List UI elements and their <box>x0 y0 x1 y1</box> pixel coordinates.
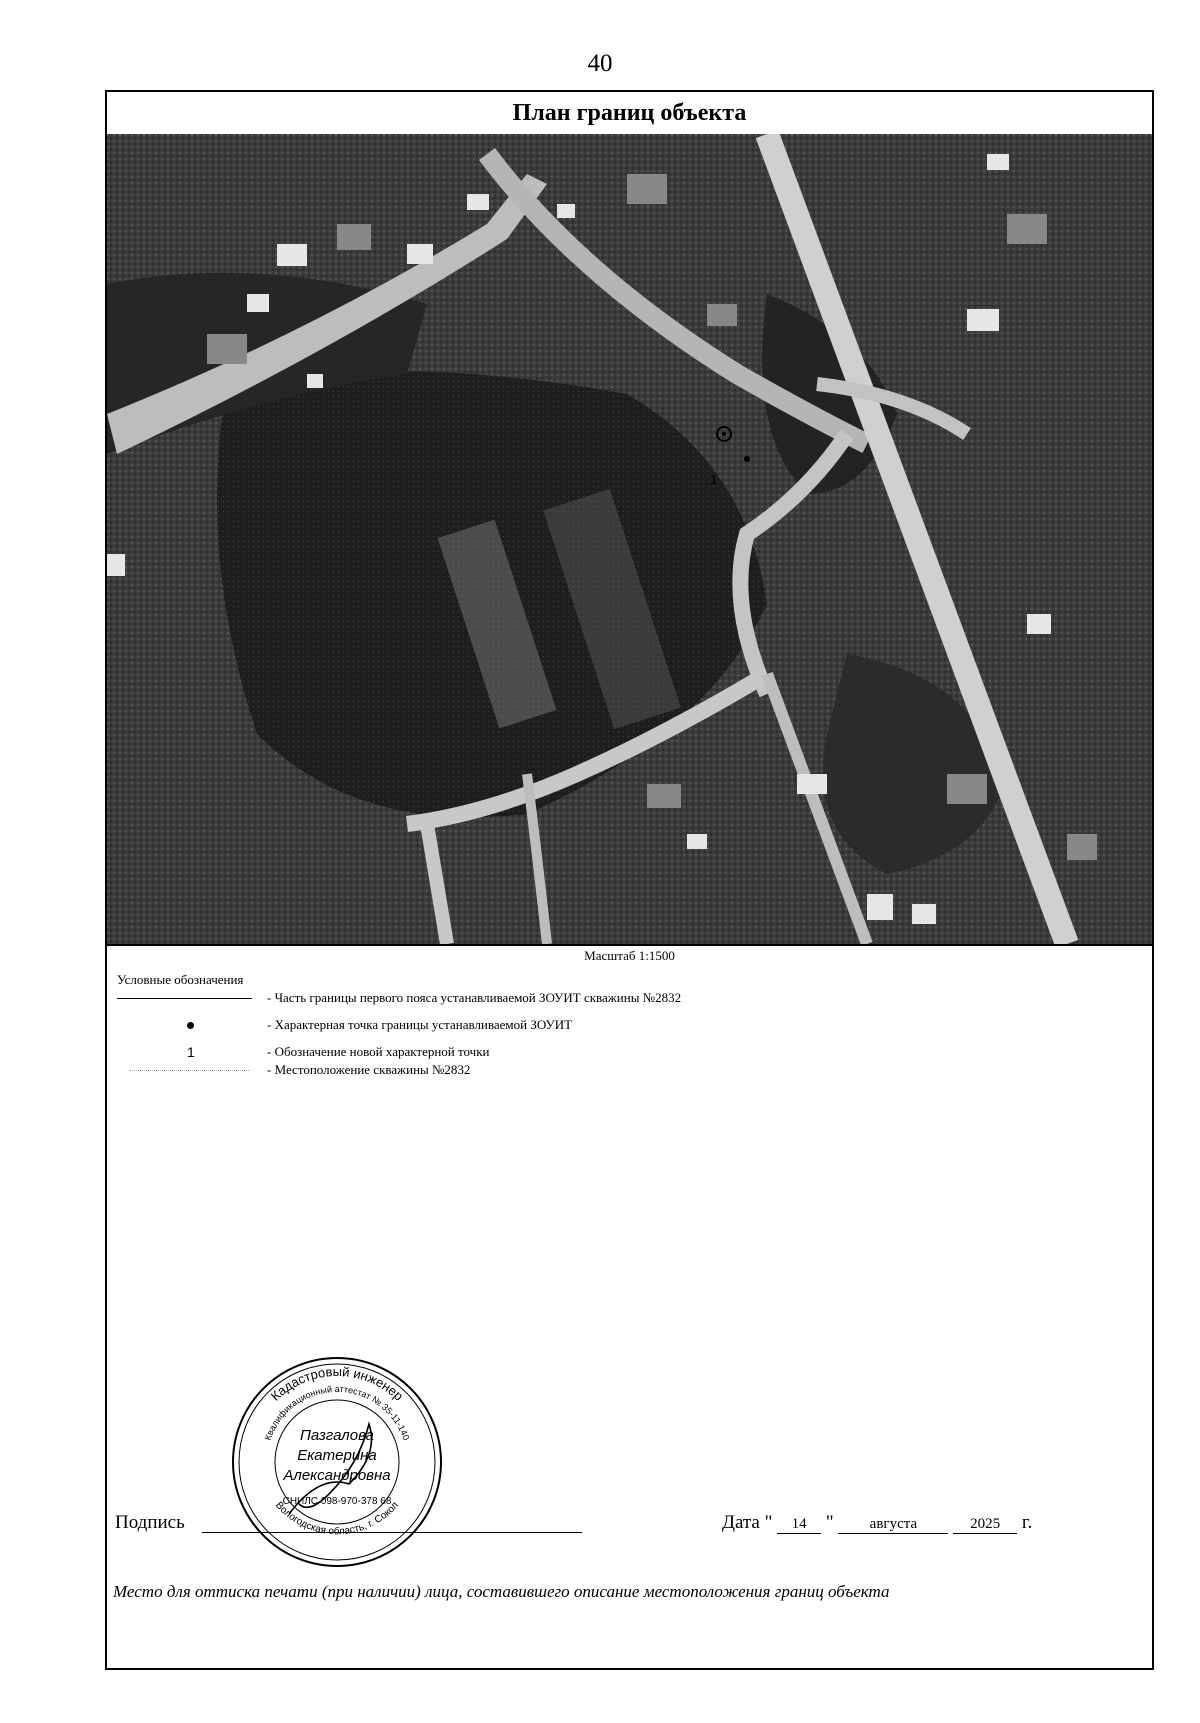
svg-text:Екатерина: Екатерина <box>297 1447 377 1464</box>
svg-text:Квалификационный аттестат № 35: Квалификационный аттестат № 35-11-140 <box>262 1383 412 1442</box>
aerial-photo <box>107 134 1152 944</box>
date-quote-open: " <box>764 1512 773 1533</box>
svg-text:Александровна: Александровна <box>283 1467 391 1484</box>
date-label: Дата <box>722 1512 760 1533</box>
legend-text: - Местоположение скважины №2832 <box>267 1062 471 1077</box>
round-seal-stamp <box>229 1354 445 1570</box>
date-year: 2025 <box>953 1516 1017 1534</box>
date-day: 14 <box>777 1516 821 1534</box>
svg-text:СНИЛС 098-970-378 68: СНИЛС 098-970-378 68 <box>282 1496 392 1507</box>
stamp-place-note: Место для оттиска печати (при наличии) лица, составившего описание местоположения границ объекта <box>113 1582 890 1601</box>
legend-well-symbol <box>117 1060 257 1080</box>
map-point-label: 1 <box>710 472 718 487</box>
legend-line-symbol <box>117 988 257 1008</box>
signature-line <box>202 1532 582 1533</box>
legend-heading: Условные обозначения <box>117 972 244 987</box>
svg-text:Кадастровый инженер: Кадастровый инженер <box>267 1364 407 1404</box>
aerial-map <box>107 134 1152 946</box>
plan-title: План границ объекта <box>107 92 1152 136</box>
svg-text:Пазгалова: Пазгалова <box>300 1427 374 1444</box>
date-suffix: г. <box>1021 1512 1033 1533</box>
date-quote-close: " <box>825 1512 834 1533</box>
map-scale: Масштаб 1:1500 <box>584 948 675 963</box>
legend-text: - Часть границы первого пояса устанавливаемой ЗОУИТ скважины №2832 <box>267 990 682 1005</box>
page-number: 40 <box>587 50 613 77</box>
legend-number-symbol: 1 <box>187 1044 195 1060</box>
signature-label: Подпись <box>115 1512 185 1533</box>
date-field <box>722 1512 1032 1534</box>
date-month: августа <box>838 1516 948 1534</box>
legend-text: - Обозначение новой характерной точки <box>267 1044 490 1059</box>
legend-text: - Характерная точка границы устанавливаемой ЗОУИТ <box>267 1017 573 1032</box>
document-frame <box>105 90 1154 1670</box>
svg-text:Вологодская область, г. Сокол: Вологодская область, г. Сокол <box>273 1499 401 1538</box>
legend-dot-symbol <box>117 1015 257 1035</box>
